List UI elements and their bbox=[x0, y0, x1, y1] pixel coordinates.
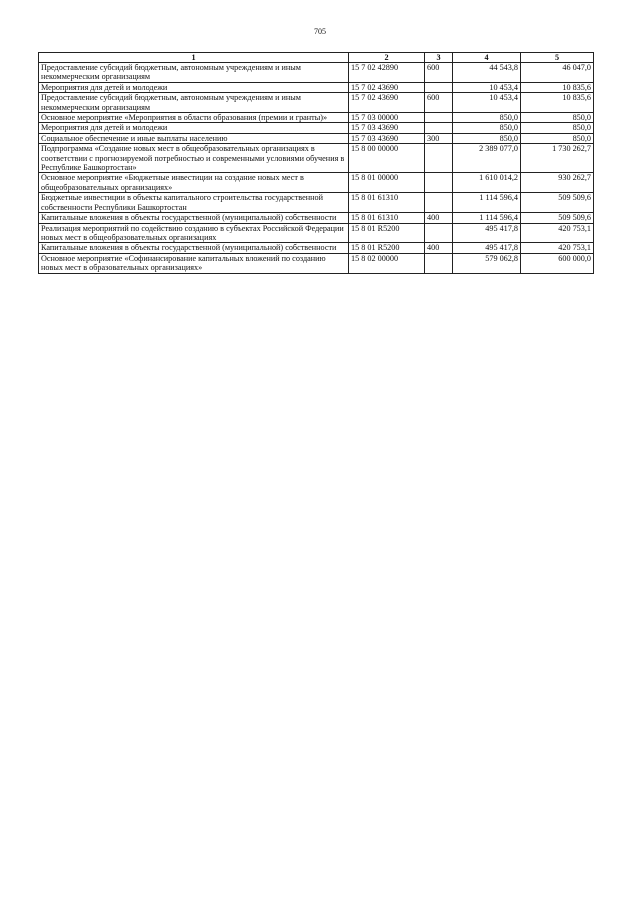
row-value-1-cell: 850,0 bbox=[453, 113, 521, 123]
table-row bbox=[39, 93, 594, 113]
row-name-cell: Социальное обеспечение и иные выплаты населению bbox=[39, 133, 349, 143]
row-type-cell bbox=[425, 113, 453, 123]
row-name-cell: Мероприятия для детей и молодежи bbox=[39, 82, 349, 92]
row-value-2-cell: 46 047,0 bbox=[521, 63, 594, 83]
table-row bbox=[39, 144, 594, 173]
row-type-cell bbox=[425, 223, 453, 243]
row-name-cell: Основное мероприятие «Бюджетные инвестиции на создание новых мест в общеобразовательных организациях» bbox=[39, 173, 349, 193]
row-value-2-cell: 850,0 bbox=[521, 133, 594, 143]
table-row bbox=[39, 123, 594, 133]
row-name-cell: Мероприятия для детей и молодежи bbox=[39, 123, 349, 133]
row-value-1-cell: 10 453,4 bbox=[453, 82, 521, 92]
row-name-cell: Капитальные вложения в объекты государственной (муниципальной) собственности bbox=[39, 243, 349, 253]
row-value-1-cell: 495 417,8 bbox=[453, 223, 521, 243]
table-row bbox=[39, 193, 594, 213]
row-name-cell: Основное мероприятие «Мероприятия в области образования (премии и гранты)» bbox=[39, 113, 349, 123]
column-header-2: 2 bbox=[349, 53, 425, 63]
row-type-cell bbox=[425, 193, 453, 213]
row-type-cell: 400 bbox=[425, 213, 453, 223]
row-type-cell bbox=[425, 82, 453, 92]
row-type-cell: 600 bbox=[425, 63, 453, 83]
row-name-cell: Основное мероприятие «Софинансирование капитальных вложений по созданию новых мест в образовательных организациях» bbox=[39, 253, 349, 273]
row-name-cell: Подпрограмма «Создание новых мест в общеобразовательных организациях в соответствии с прогнозируемой потребностью и современными условиями обучения в Республике Башкортостан» bbox=[39, 144, 349, 173]
row-value-2-cell: 10 835,6 bbox=[521, 93, 594, 113]
column-header-3: 3 bbox=[425, 53, 453, 63]
table-row bbox=[39, 253, 594, 273]
row-value-2-cell: 509 509,6 bbox=[521, 193, 594, 213]
column-header-4: 4 bbox=[453, 53, 521, 63]
row-value-2-cell: 1 730 262,7 bbox=[521, 144, 594, 173]
row-value-1-cell: 2 389 077,0 bbox=[453, 144, 521, 173]
row-code-cell: 15 8 02 00000 bbox=[349, 253, 425, 273]
row-type-cell: 600 bbox=[425, 93, 453, 113]
row-code-cell: 15 8 01 61310 bbox=[349, 213, 425, 223]
table-row bbox=[39, 213, 594, 223]
table-row bbox=[39, 223, 594, 243]
row-value-1-cell: 1 114 596,4 bbox=[453, 213, 521, 223]
table-row bbox=[39, 173, 594, 193]
column-header-5: 5 bbox=[521, 53, 594, 63]
row-type-cell bbox=[425, 253, 453, 273]
row-value-1-cell: 1 114 596,4 bbox=[453, 193, 521, 213]
column-header-1: 1 bbox=[39, 53, 349, 63]
row-value-1-cell: 850,0 bbox=[453, 123, 521, 133]
row-code-cell: 15 7 03 00000 bbox=[349, 113, 425, 123]
row-value-1-cell: 495 417,8 bbox=[453, 243, 521, 253]
table-body bbox=[39, 63, 594, 274]
table-row bbox=[39, 63, 594, 83]
row-value-1-cell: 10 453,4 bbox=[453, 93, 521, 113]
row-type-cell bbox=[425, 173, 453, 193]
row-value-2-cell: 850,0 bbox=[521, 123, 594, 133]
row-type-cell: 400 bbox=[425, 243, 453, 253]
page-number: 705 bbox=[314, 27, 326, 36]
row-code-cell: 15 8 01 R5200 bbox=[349, 223, 425, 243]
table-row bbox=[39, 243, 594, 253]
table-row bbox=[39, 113, 594, 123]
row-code-cell: 15 8 01 R5200 bbox=[349, 243, 425, 253]
row-type-cell: 300 bbox=[425, 133, 453, 143]
table-row bbox=[39, 133, 594, 143]
row-value-2-cell: 420 753,1 bbox=[521, 243, 594, 253]
row-code-cell: 15 7 02 43690 bbox=[349, 82, 425, 92]
budget-table bbox=[38, 52, 594, 274]
row-name-cell: Капитальные вложения в объекты государственной (муниципальной) собственности bbox=[39, 213, 349, 223]
row-value-2-cell: 420 753,1 bbox=[521, 223, 594, 243]
row-name-cell: Бюджетные инвестиции в объекты капитального строительства государственной собственности Республики Башкортостан bbox=[39, 193, 349, 213]
row-value-1-cell: 44 543,8 bbox=[453, 63, 521, 83]
row-value-1-cell: 1 610 014,2 bbox=[453, 173, 521, 193]
row-type-cell bbox=[425, 123, 453, 133]
row-code-cell: 15 8 01 00000 bbox=[349, 173, 425, 193]
row-code-cell: 15 7 02 42890 bbox=[349, 63, 425, 83]
row-value-2-cell: 930 262,7 bbox=[521, 173, 594, 193]
row-name-cell: Предоставление субсидий бюджетным, автономным учреждениям и иным некоммерческим организациям bbox=[39, 63, 349, 83]
row-code-cell: 15 7 03 43690 bbox=[349, 123, 425, 133]
row-value-2-cell: 509 509,6 bbox=[521, 213, 594, 223]
table-header-row bbox=[39, 53, 594, 63]
row-code-cell: 15 7 02 43690 bbox=[349, 93, 425, 113]
row-value-1-cell: 579 062,8 bbox=[453, 253, 521, 273]
row-code-cell: 15 8 00 00000 bbox=[349, 144, 425, 173]
table-row bbox=[39, 82, 594, 92]
row-value-2-cell: 850,0 bbox=[521, 113, 594, 123]
row-type-cell bbox=[425, 144, 453, 173]
row-name-cell: Реализация мероприятий по содействию созданию в субъектах Российской Федерации новых мест в общеобразовательных организациях bbox=[39, 223, 349, 243]
row-code-cell: 15 7 03 43690 bbox=[349, 133, 425, 143]
row-value-2-cell: 600 000,0 bbox=[521, 253, 594, 273]
row-value-2-cell: 10 835,6 bbox=[521, 82, 594, 92]
row-name-cell: Предоставление субсидий бюджетным, автономным учреждениям и иным некоммерческим организациям bbox=[39, 93, 349, 113]
row-value-1-cell: 850,0 bbox=[453, 133, 521, 143]
row-code-cell: 15 8 01 61310 bbox=[349, 193, 425, 213]
